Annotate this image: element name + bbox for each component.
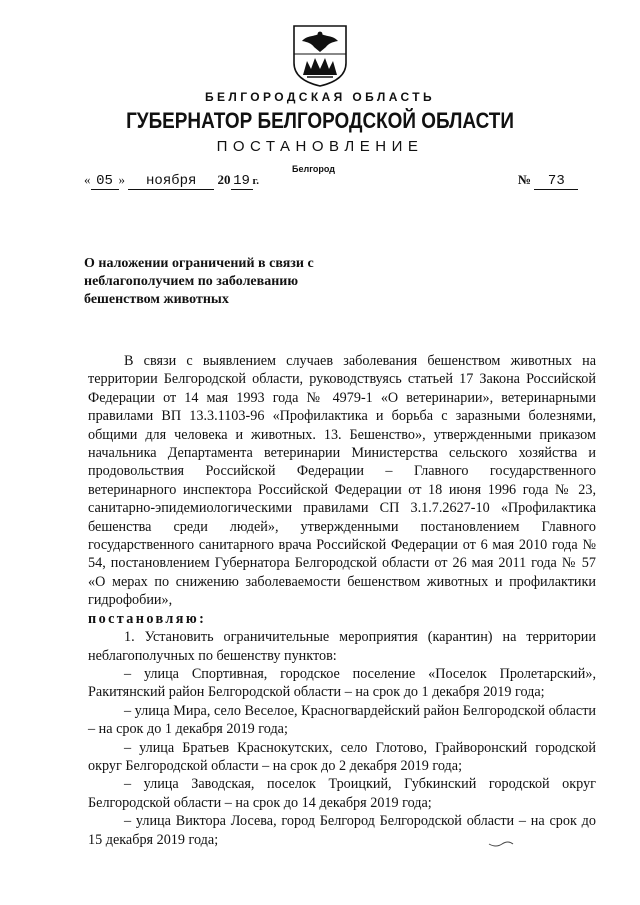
- authority-title: ГУБЕРНАТОР БЕЛГОРОДСКОЙ ОБЛАСТИ: [126, 108, 514, 133]
- date-quote-close: »: [118, 172, 125, 187]
- number-value: 73: [534, 174, 578, 190]
- preamble-paragraph: В связи с выявлением случаев заболевания бешенством животных на территории Белгородской области, руководствуясь статьей 17 Закона Российской Федерации от 14 мая 1993 года № 4979-1 «О ветеринарии», ветеринарными правилами ВП 13.3.1103-96 «Профилактика и борьба с заразными болезнями, общими для человека и животных. 13. Бешенство», утвержденными приказом начальника Департамента ветеринарии Министерства сельского хозяйства и продовольствия Российской Федерации – Главного государственного ветеринарного инспектора Российской Федерации от 18 июня 1996 года № 23, санитарно-эпидемиологическими правилами СП 3.1.7.2627-10 «Профилактика бешенства среди людей», утвержденными постановлением Главного государственного санитарного врача Российской Федерации от 6 мая 2010 года № 54, постановлением Губернатора Белгородской области от 26 мая 2011 года № 57 «О мерах по снижению заболеваемости бешенством животных и профилактики гидрофобии»,: [88, 353, 596, 609]
- date-year-abbr: г.: [252, 175, 260, 187]
- document-body: [88, 352, 596, 849]
- date-day: 05: [91, 174, 119, 190]
- document-type: ПОСТАНОВЛЕНИЕ: [216, 138, 424, 155]
- list-item: – улица Мира, село Веселое, Красногвардейский район Белгородской области – на срок до 1 декабря 2019 года;: [88, 702, 596, 738]
- list-item: – улица Братьев Краснокутских, село Глотово, Грайворонский городской округ Белгородской области – на срок до 2 декабря 2019 года;: [88, 739, 596, 774]
- document-number: [518, 172, 578, 190]
- document-subject: О наложении ограничений в связи с неблагополучием по заболеванию бешенством животных: [84, 256, 314, 307]
- date-year-prefix: 20: [217, 172, 231, 187]
- date-month: ноября: [128, 174, 214, 190]
- list-item: – улица Заводская, поселок Троицкий, Губкинский городской округ Белгородской области – на срок до 14 декабря 2019 года;: [88, 776, 596, 811]
- number-label: №: [518, 172, 532, 187]
- date-line: [84, 172, 259, 190]
- item-1-paragraph: 1. Установить ограничительные мероприятия (карантин) на территории неблагополучных по бешенству пунктов:: [88, 629, 596, 664]
- coat-of-arms-icon: [293, 25, 347, 87]
- region-title: БЕЛГОРОДСКАЯ ОБЛАСТЬ: [205, 90, 435, 104]
- date-quote-open: «: [84, 172, 91, 187]
- list-item: – улица Спортивная, городское поселение «Поселок Пролетарский», Ракитянский район Белгородской области – на срок до 1 декабря 2019 года;: [88, 665, 596, 701]
- list-item: – улица Виктора Лосева, город Белгород Белгородской области – на срок до 15 декабря 2019 года;: [88, 813, 596, 848]
- resolve-word: постановляю:: [88, 610, 207, 627]
- ink-mark: [488, 840, 514, 848]
- city-label: Белгород: [292, 164, 335, 174]
- date-year-suffix: 19: [231, 174, 253, 190]
